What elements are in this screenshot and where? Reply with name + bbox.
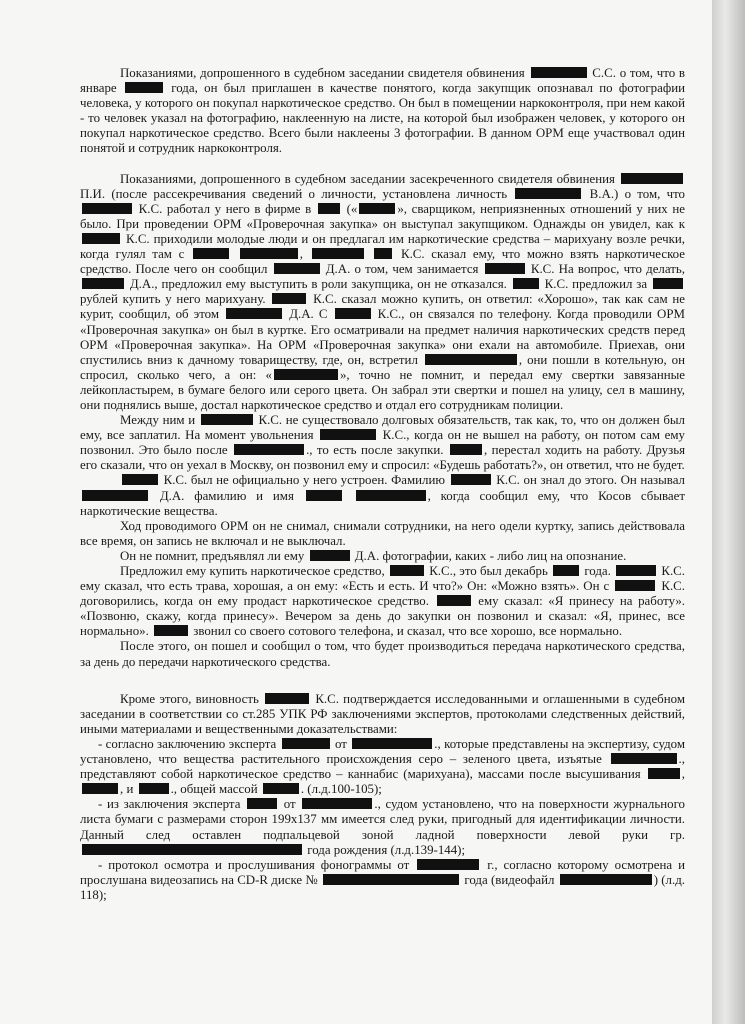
text-segment: г., согласно которому осмотрена и прослушана видеозапись на CD-R диске №	[80, 857, 685, 887]
testimony-paragraph	[80, 639, 685, 669]
text-segment: от	[331, 736, 351, 751]
redaction-bar	[359, 203, 395, 214]
redaction-bar	[122, 474, 158, 485]
text-segment: После этого, он пошел и сообщил о том, что будет производиться передача наркотического средства, за день до передачи наркотического средства.	[80, 639, 685, 669]
text-segment: ., общей массой	[170, 782, 261, 797]
text-segment: звонил со своего сотового телефона, и сказал, что все хорошо, все нормально.	[190, 624, 623, 639]
redaction-bar	[352, 738, 432, 749]
redaction-bar	[485, 263, 525, 274]
redaction-bar	[234, 444, 304, 455]
redaction-bar	[154, 625, 188, 636]
redaction-bar	[356, 490, 426, 501]
text-segment: - протокол осмотра и прослушивания фонограммы от	[98, 857, 416, 872]
text-segment: Предложил ему купить наркотическое средство,	[120, 564, 388, 578]
testimony-paragraph	[80, 413, 685, 473]
redaction-bar	[82, 844, 302, 855]
redaction-bar	[226, 308, 282, 319]
text-segment: года рождения (л.д.139-144);	[304, 842, 466, 857]
testimony-paragraph	[80, 172, 685, 414]
redaction-bar	[374, 248, 392, 259]
text-segment: К.С. На вопрос, что делать,	[526, 262, 685, 277]
document-body	[80, 66, 685, 903]
text-segment: года, он был приглашен в качестве понятого, когда закупщик опознавал по фотографии человека, у которого он покупал наркотическое средство. Он был в помещении наркоконтроля, при нем какой - то человек указал на фотографию, наклеенную на листе, на которой был изображен человек, у которого он покупал наркотическое средство. Всего были наклеены 3 фотографии. В данном ОРМ еще участвовал один понятой и сотрудник наркоконтроля.	[80, 81, 685, 156]
text-segment: К.С. он знал до этого. Он называл	[492, 473, 685, 488]
text-segment: Д.А. о том, чем занимается	[321, 262, 483, 277]
text-segment: ., представляют собой наркотическое средство – каннабис (марихуана), массами после высушивания	[80, 752, 685, 782]
text-segment: , когда сообщил ему, что Косов сбывает наркотические вещества.	[80, 488, 685, 518]
text-segment: , они пошли в котельную, он спросил, сколько чего, а он: «	[80, 352, 686, 382]
redaction-bar	[560, 874, 652, 885]
text-segment: рублей купить у него марихуану.	[80, 292, 271, 307]
text-segment: К.С. подтверждается исследованными и оглашенными в судебном заседании в соответствии со ст.285 УПК РФ заключениями экспертов, протоколами следственных действий, иными материалами и вещественными доказательствами:	[80, 691, 686, 736]
text-segment: Ход проводимого ОРМ он не снимал, снимали сотрудники, на него одели куртку, запись действовала все время, он запись не включал и не выключал.	[80, 518, 685, 548]
redaction-bar	[621, 173, 683, 184]
text-segment: », сварщиком, неприязненных отношений у них не было. При проведении ОРМ «Проверочная закупка» он выступал закупщиком. Однажды он увидел, как к	[80, 201, 685, 231]
testimony-paragraph	[80, 519, 685, 549]
redaction-bar	[82, 203, 132, 214]
text-segment: К.С. сказал можно купить, он ответил: «Хорошо», так как сам не курит, сообщил, об этом	[80, 292, 685, 322]
redaction-bar	[335, 308, 371, 319]
redaction-bar	[611, 753, 677, 764]
redaction-bar	[616, 565, 656, 576]
text-segment: года (видеофайл	[461, 872, 558, 887]
redaction-bar	[318, 203, 340, 214]
redaction-bar	[513, 278, 539, 289]
text-segment: ему сказал: «Я принесу на работу». «Позвоню, скажу, когда принесу». Вечером за день до закупки он позвонил и сказал: «Я, принес, все нормально».	[80, 594, 685, 639]
text-segment: ., то есть после закупки.	[306, 443, 448, 458]
text-segment: К.С. приходили молодые люди и он предлагал им наркотические средства – марихуану возле речки, когда гулял там с	[80, 231, 685, 262]
text-segment: Показаниями, допрошенного в судебном заседании засекреченного свидетеля обвинения	[120, 171, 619, 186]
text-segment: К.С., это был декабрь	[425, 564, 552, 578]
evidence-item	[80, 858, 685, 903]
redaction-bar	[240, 248, 298, 259]
text-segment: Д.А., предложил ему выступить в роли закупщика, он не отказался.	[126, 277, 511, 292]
text-segment	[344, 489, 354, 503]
redaction-bar	[390, 565, 424, 576]
text-segment: Кроме этого, виновность	[120, 691, 264, 706]
text-segment: К.С. договорились, когда он ему продаст наркотическое средство.	[80, 579, 685, 609]
text-segment: Д.А. фамилию и имя	[150, 488, 304, 503]
redaction-bar	[302, 798, 372, 809]
redaction-bar	[306, 490, 342, 501]
text-segment	[366, 247, 373, 261]
redaction-bar	[82, 233, 120, 244]
text-segment: Д.А. С	[284, 307, 333, 322]
evidence-item	[80, 737, 685, 797]
text-segment: , перестал ходить на работу. Друзья его сказали, что он уехал в Москву, он позвонил ему и спросил: «Будешь работать?», он ответил, что не будет.	[80, 443, 685, 473]
redaction-bar	[653, 278, 683, 289]
page-edge	[712, 0, 745, 1024]
redaction-bar	[82, 278, 124, 289]
redaction-bar	[139, 783, 169, 794]
text-segment: К.С. не существовало долговых обязательств, так как, то, что он должен был ему, все заплатил. На момент увольнения	[80, 413, 685, 443]
text-segment: ., судом установлено, что на поверхности журнального листа бумаги с размерами сторон 199х137 мм имеется след руки, пригодный для идентификации личности. Данный след оставлен подпальцевой зоной ладной поверхности левой руки гр.	[80, 797, 685, 842]
redaction-bar	[615, 580, 655, 591]
text-segment: ,	[681, 767, 685, 782]
text-segment: («	[341, 201, 358, 216]
redaction-bar	[272, 293, 306, 304]
text-segment: П.И. (после рассекречивания сведений о личности, установлена личность	[80, 186, 514, 201]
text-segment: ) (л.д. 118);	[80, 872, 685, 902]
redaction-bar	[531, 67, 587, 78]
text-segment: К.С. работал у него в фирме в	[134, 201, 316, 216]
redaction-bar	[437, 595, 471, 606]
text-segment: К.С. был не официально у него устроен. Фамилию	[160, 473, 449, 488]
redaction-bar	[312, 248, 364, 259]
redaction-bar	[323, 874, 459, 885]
redaction-bar	[417, 859, 479, 870]
testimony-paragraph	[80, 564, 685, 639]
text-segment: В.А.) о том, что	[583, 186, 685, 201]
text-segment: ,	[299, 247, 310, 262]
text-segment	[231, 247, 238, 261]
redaction-bar	[274, 369, 338, 380]
text-segment: Между ним и	[120, 413, 199, 428]
text-segment: К.С. предложил за	[540, 277, 651, 292]
text-segment: ., которые представлены на экспертизу, судом установлено, что вещества растительного происхождения серо – зеленого цвета, изъятые	[80, 736, 685, 767]
redaction-bar	[450, 444, 482, 455]
redaction-bar	[282, 738, 330, 749]
text-segment: К.С., он связался по телефону. Когда проводили ОРМ «Проверочная закупка» он был в куртке. Его осматривали на предмет наличия наркотических средств перед ОРМ «Проверочная закупка». На ОРМ «Проверочная закупка» они ехали на автомобиле. Приехав, они спустились вниз к дачному товариществу, где, он, встретил	[80, 307, 685, 367]
paragraph-gap	[80, 157, 685, 172]
redaction-bar	[193, 248, 229, 259]
paragraph-gap	[80, 670, 685, 692]
evidence-intro	[80, 692, 685, 737]
testimony-paragraph	[80, 473, 685, 518]
testimony-paragraph	[80, 66, 685, 157]
redaction-bar	[553, 565, 579, 576]
redaction-bar	[274, 263, 320, 274]
redaction-bar	[310, 550, 350, 561]
text-segment: . (л.д.100-105);	[300, 782, 382, 797]
redaction-bar	[82, 783, 118, 794]
text-segment: С.С. о том, что в январе	[80, 66, 685, 96]
redaction-bar	[82, 490, 148, 501]
text-segment: Д.А. фотографии, каких - либо лиц на опознание.	[351, 548, 627, 563]
text-segment: от	[279, 797, 301, 812]
text-segment: , и	[120, 782, 137, 797]
text-segment: Он не помнит, предъявлял ли ему	[120, 548, 308, 563]
text-segment: - из заключения эксперта	[98, 797, 246, 812]
redaction-bar	[451, 474, 491, 485]
text-segment: Показаниями, допрошенного в судебном заседании свидетеля обвинения	[120, 66, 529, 80]
redaction-bar	[515, 188, 581, 199]
text-segment: К.С. сказал ему, что можно взять наркотическое средство. После чего он сообщил	[80, 247, 685, 277]
redaction-bar	[201, 414, 253, 425]
redaction-bar	[320, 429, 376, 440]
text-segment: К.С. ему сказал, что есть трава, хорошая, а он ему: «Есть и есть. И что?» Он: «Можно взять». Он с	[80, 564, 685, 594]
redaction-bar	[425, 354, 517, 365]
text-segment: », точно не помнит, и передал ему свертки завязанные лейкопластырем, в бумаге белого или серого цвета. Он забрал эти свертки и пошел на улицу, сел в машину, они поднялись выше, достал наркотическое средство и отдал его сотрудникам полиции.	[80, 367, 685, 412]
text-segment: года.	[581, 564, 615, 578]
redaction-bar	[125, 82, 163, 93]
evidence-item	[80, 797, 685, 857]
redaction-bar	[263, 783, 299, 794]
text-segment: К.С., когда он не вышел на работу, он потом сам ему позвонил. Это было после	[80, 428, 685, 458]
testimony-paragraph	[80, 549, 685, 564]
redaction-bar	[247, 798, 277, 809]
redaction-bar	[648, 768, 680, 779]
redaction-bar	[265, 693, 309, 704]
text-segment: - согласно заключению эксперта	[98, 736, 280, 751]
